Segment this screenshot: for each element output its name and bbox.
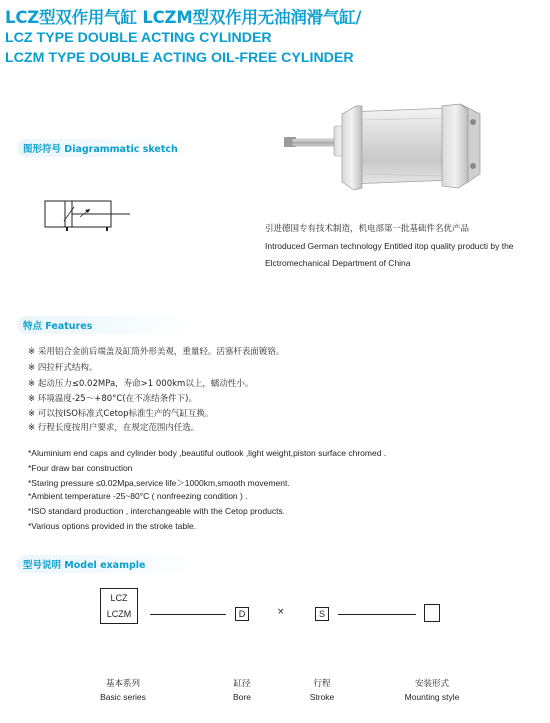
feature-en-item: *Staring pressure ≤0.02Mpa,service life＞1000km,smooth movement. (28, 478, 290, 488)
section-title-model: 型号说明 Model example (23, 560, 146, 571)
model-mounting-box (424, 604, 440, 622)
model-stroke-code: S (318, 609, 325, 619)
feature-en-item: *ISO standard production , interchangeable with the Cetop products. (28, 506, 286, 516)
feature-cn-item: ※ 可以按ISO标准式Cetop标准生产的气缸互换。 (28, 409, 214, 419)
feature-en-item: *Various options provided in the stroke table. (28, 521, 197, 531)
model-label-series (95, 677, 151, 702)
feature-cn-item: ※ 起动压力≤0.02MPa，寿命>1 000km以上，蠕动性小。 (28, 379, 254, 389)
model-label-mounting-cn: 安装形式 (414, 678, 449, 688)
cylinder-photo (282, 100, 482, 205)
title-chinese: LCZ型双作用气缸 LCZM型双作用无油润滑气缸/ (5, 8, 362, 27)
model-series-lczm: LCZM (106, 609, 132, 619)
section-title-features: 特点 Features (23, 321, 93, 332)
feature-en-item: *Ambient temperature -25~80°C ( nonfreezing condition ) . (28, 491, 248, 501)
intro-english-line2: Elctromechanical Department of China (265, 258, 411, 268)
model-connector-line (338, 614, 416, 615)
feature-cn-item: ※ 四拉杆式结构。 (28, 363, 98, 373)
section-title-diagram: 图形符号 Diagrammatic sketch (23, 144, 178, 155)
model-label-mounting (396, 677, 468, 702)
double-acting-cylinder-symbol (40, 195, 140, 235)
model-label-bore (222, 677, 262, 702)
model-label-bore-cn: 缸径 (233, 678, 251, 688)
section-header-features (17, 316, 193, 334)
model-series-box (100, 588, 138, 624)
model-bore-code: D (238, 609, 246, 619)
model-bore-box (235, 607, 249, 621)
model-times-sign: × (277, 607, 285, 617)
section-header-diagram (17, 139, 193, 157)
feature-en-item: *Four draw bar construction (28, 463, 133, 473)
title-english-line1: LCZ TYPE DOUBLE ACTING CYLINDER (5, 30, 272, 46)
model-label-stroke-cn: 行程 (313, 678, 331, 688)
model-label-series-cn: 基本系列 (105, 678, 140, 688)
feature-cn-item: ※ 环境温度-25～+80°C(在不冻结条件下)。 (28, 394, 197, 404)
model-stroke-box (315, 607, 329, 621)
feature-cn-item: ※ 行程长度按用户要求，在规定范围内任选。 (28, 423, 200, 433)
model-label-series-en: Basic series (100, 692, 146, 702)
title-english-line2: LCZM TYPE DOUBLE ACTING OIL-FREE CYLINDER (5, 50, 354, 66)
model-label-stroke (302, 677, 342, 702)
feature-cn-item: ※ 采用铝合金前后端盖及缸筒外形美观，重量轻。活塞杆表面镀铬。 (28, 347, 285, 357)
section-header-model (17, 555, 193, 573)
intro-english-line1: Introduced German technology Entitled itop quality producti by the (265, 241, 514, 251)
feature-en-item: *Aluminium end caps and cylinder body ,beautiful outlook ,light weight,piston surface chromed . (28, 448, 387, 458)
model-label-stroke-en: Stroke (309, 692, 335, 702)
model-label-bore-en: Bore (233, 692, 251, 702)
intro-chinese: 引进德国专有技术制造，机电部第一批基础件名优产品 (265, 223, 470, 233)
model-series-lcz: LCZ (110, 593, 128, 603)
model-label-mounting-en: Mounting style (404, 692, 460, 702)
model-connector-line (150, 614, 226, 615)
